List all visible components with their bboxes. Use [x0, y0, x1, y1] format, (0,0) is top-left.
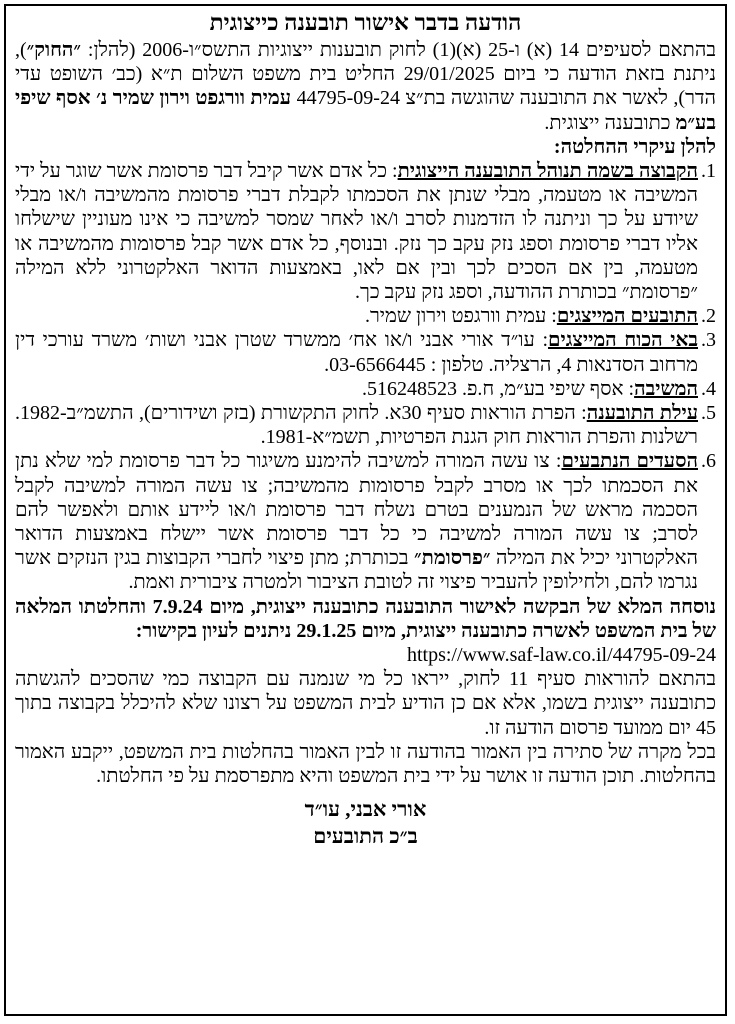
signature-role: ב״כ התובעים [313, 824, 418, 849]
item-text [15, 159, 698, 304]
main-points-heading: להלן עיקרי ההחלטה: [553, 135, 716, 158]
decision-item-counsel [15, 328, 716, 376]
intro-part3: כתובענה ייצוגית. [544, 111, 676, 134]
item-body: : הפרת הוראות סעיף 30א. לחוק התקשורת (בזק ושידורים), התשמ״ב-1982. רשלנות והפרת הוראות חוק הגנת הפרטיות, תשמ״א-1981. [15, 402, 698, 449]
opt-out-paragraph: בהתאם להוראות סעיף 11 לחוק, ייראו כל מי שנמנה עם הקבוצה כמי שהסכים להגשתה כתובענה ייצוגית בשמו, אלא אם כן הודיע לבית המשפט על רצונו שלא להיכלל בקבוצה בתוך 45 יום ממועד פרסום הודעה זו. [15, 668, 716, 739]
item-body-end: בכותרת ההודעה, וספג נזק עקב כך. [355, 281, 622, 304]
item-body: : צו עשה המורה למשיבה להימנע משיגור כל דבר פרסומת למי שלא נתן את הסכמתו לכך או מסרב לקבל פרסומות מהמשיבה; צו עשה המורה למשיבה לקבל הסכמה מראש של הנמענים בטרם נשלח דבר פרסומת ו/או ליידע אותם ולאפשר להם לסרב; צו עשה המורה למשיבה כי כל דבר פרסומת אשר יישלח באמצעות הדואר האלקטרוני יכיל את המילה [15, 450, 698, 570]
item-number: 5. [701, 402, 716, 425]
intro-part1: בהתאם לסעיפים 14 (א) ו-25 (א)(1) לחוק תובענות ייצוגיות התשס״ו-2006 (להלן: [81, 39, 717, 61]
item-number: 3. [701, 329, 716, 352]
item-label: עילת התובענה [586, 402, 699, 425]
signature-name: אורי אבני, עו״ד [304, 797, 427, 822]
item-text [15, 304, 698, 328]
item-body: : כל אדם אשר קיבל דבר פרסומת אשר שוגר על ידי המשיבה או מטעמה, מבלי שנתן את הסכמתו לקבלת דברי פרסומת מהמשיבה ו/או מבלי שיודע על כך וניתנה לו הזדמנות לסרב ו/או לאחר שמסר למשיבה כי אינו מעוניין שישלחו אליו דברי פרסומת וספג נזק עקב כך נזק. ובנוסף, כל אדם אשר קבל פרסומות מהמשיבה או מטעמה, בין אם הסכים לכך ובין אם לאו, באמצעות הדואר האלקטרוני ללא המילה [15, 160, 698, 279]
decision-item-cause [15, 401, 716, 449]
item-label: באי הכוח המייצגים [548, 329, 699, 352]
item-body-end: בכותרת; מתן פיצוי לחברי הקבוצות בגין הנזקים אשר נגרמו להם, ולחילופין להעביר פיצוי זה לטובת הציבור ולמטרה ציבורית ואמת. [15, 547, 698, 594]
decision-item-class [15, 159, 716, 304]
decision-item-respondent [15, 377, 716, 401]
item-body: : עו״ד אורי אבני ו/או אח׳ ממשרד שטרן אבני ושות׳ משרד עורכי דין מרחוב הסדנאות 4, הרצליה. טלפון : 03-6566445. [15, 329, 698, 376]
item-number: 2. [701, 305, 716, 328]
decision-item-plaintiffs [15, 304, 716, 328]
item-number: 4. [701, 377, 716, 400]
item-text [15, 449, 698, 594]
item-label: התובעים המייצגים [556, 305, 698, 328]
notice-frame [4, 4, 727, 1016]
law-term: ״החוק״ [26, 39, 82, 61]
item-text [15, 328, 698, 376]
item-label: הסעדים הנתבעים [561, 450, 698, 473]
item-label: המשיבה [634, 377, 698, 400]
item-number: 6. [701, 450, 716, 473]
item-text [15, 401, 698, 449]
decision-link[interactable]: https://www.saf-law.co.il/44795-09-24 [406, 644, 716, 667]
item-label: הקבוצה בשמה תנוהל התובענה הייצוגית [397, 160, 698, 183]
item-body: : אסף שיפי בע״מ, ח.פ. 516248523. [361, 377, 635, 400]
notice-title: הודעה בדבר אישור תובענה כייצוגית [209, 10, 522, 35]
conflict-paragraph: בכל מקרה של סתירה בין האמור בהודעה זו לבין האמור בהחלטות בית המשפט, ייקבע האמור בהחלטות. תוכן הודעה זו אושר על ידי בית המשפט והיא מתפרסמת על פי החלטתו. [15, 740, 716, 788]
item-highlight: ״פרסומת״ [621, 281, 698, 304]
item-text [15, 377, 698, 401]
case-parties: עמית וורגפט וירון שמיר נ׳ אסף שיפי בע״מ [15, 87, 716, 134]
item-body: : עמית וורגפט וירון שמיר. [364, 305, 557, 328]
item-number: 1. [701, 160, 716, 183]
decision-item-remedies [15, 449, 716, 594]
intro-part2: ), ניתנת בזאת הודעה כי ביום 29/01/2025 החליט בית משפט השלום ת״א (כב׳ השופט עדי הדר), לאשר את התובענה שהוגשה בת״צ 44795-09-24 [15, 39, 717, 110]
intro-paragraph [15, 38, 716, 135]
full-text-paragraph: נוסחה המלא של הבקשה לאישור התובענה כתובענה ייצוגית, מיום 7.9.24 והחלטתו המלאה של בית המשפט לאשרה כתובענה ייצוגית, מיום 29.1.25 ניתנים לעיון בקישור: [15, 595, 716, 642]
item-highlight: ״פרסומת״ [414, 547, 491, 570]
